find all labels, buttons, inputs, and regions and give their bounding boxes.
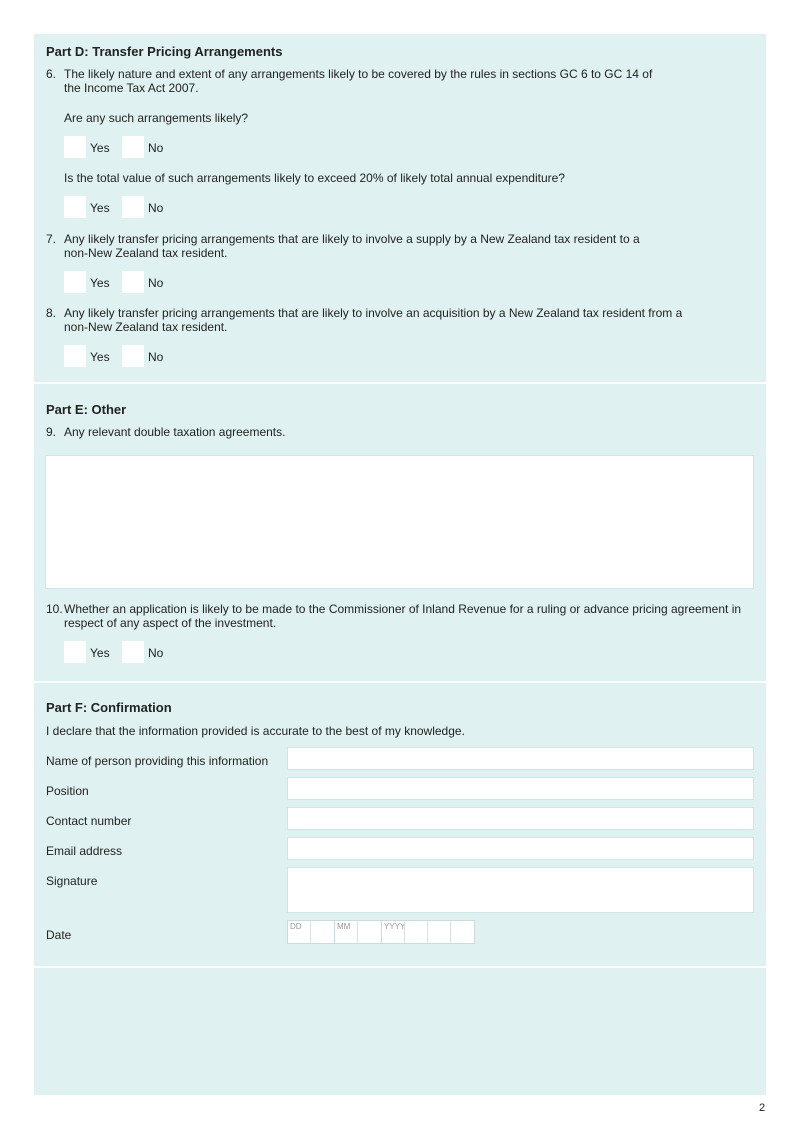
question-text: The likely nature and extent of any arrangements likely to be covered by the rules in sections GC 6 to GC 14 of the Income Tax Act 2007. — [64, 67, 653, 95]
year-field[interactable] — [382, 921, 474, 943]
position-label: Position — [46, 784, 89, 798]
contact-label: Contact number — [46, 814, 132, 828]
q6b-yes-no — [64, 196, 184, 218]
no-checkbox[interactable] — [122, 641, 144, 663]
q8-yes-no — [64, 345, 184, 367]
no-checkbox[interactable] — [122, 271, 144, 293]
question-text: Any likely transfer pricing arrangements that are likely to involve an acquisition by a New Zealand tax resident from a non-New Zealand tax resident. — [64, 306, 683, 334]
part-f-section — [34, 683, 766, 966]
no-label: No — [148, 350, 164, 364]
yes-checkbox[interactable] — [64, 345, 86, 367]
name-input[interactable] — [287, 747, 754, 770]
no-label: No — [148, 141, 164, 155]
no-checkbox[interactable] — [122, 136, 144, 158]
date-label: Date — [46, 928, 72, 942]
yes-label: Yes — [90, 646, 110, 660]
yes-label: Yes — [90, 276, 110, 290]
q6-sub2: Is the total value of such arrangements likely to exceed 20% of likely total annual expenditure? — [64, 171, 565, 185]
no-label: No — [148, 646, 164, 660]
question-10 — [46, 602, 756, 630]
no-label: No — [148, 276, 164, 290]
part-f-title: Part F: Confirmation — [46, 700, 172, 715]
q6a-yes-no — [64, 136, 184, 158]
yyyy-placeholder: YYYY — [384, 922, 406, 931]
question-6 — [46, 67, 756, 95]
part-d-title: Part D: Transfer Pricing Arrangements — [46, 44, 283, 59]
blank-section — [34, 968, 766, 1095]
yes-checkbox[interactable] — [64, 271, 86, 293]
question-number: 10. — [46, 602, 63, 616]
yes-checkbox[interactable] — [64, 641, 86, 663]
month-field[interactable] — [335, 921, 382, 943]
part-d-section — [34, 34, 766, 382]
no-checkbox[interactable] — [122, 196, 144, 218]
yes-label: Yes — [90, 141, 110, 155]
contact-number-input[interactable] — [287, 807, 754, 830]
question-number: 8. — [46, 306, 57, 320]
question-text: Whether an application is likely to be made to the Commissioner of Inland Revenue for a ruling or advance pricing agreement in respect of any aspect of the investment. — [64, 602, 742, 630]
q6-sub1: Are any such arrangements likely? — [64, 111, 249, 125]
double-taxation-textarea[interactable] — [45, 455, 754, 589]
no-label: No — [148, 201, 164, 215]
no-checkbox[interactable] — [122, 345, 144, 367]
dd-placeholder: DD — [290, 922, 302, 931]
q7-yes-no — [64, 271, 184, 293]
part-e-section — [34, 384, 766, 681]
position-input[interactable] — [287, 777, 754, 800]
signature-box[interactable] — [287, 867, 754, 913]
date-input[interactable] — [287, 920, 475, 944]
yes-checkbox[interactable] — [64, 196, 86, 218]
question-number: 9. — [46, 425, 57, 439]
day-field[interactable] — [288, 921, 335, 943]
mm-placeholder: MM — [337, 922, 351, 931]
page-number: 2 — [759, 1102, 766, 1114]
email-input[interactable] — [287, 837, 754, 860]
question-9 — [46, 425, 756, 439]
signature-label: Signature — [46, 874, 98, 888]
name-label: Name of person providing this information — [46, 754, 269, 768]
q10-yes-no — [64, 641, 184, 663]
question-7 — [46, 232, 756, 260]
yes-checkbox[interactable] — [64, 136, 86, 158]
question-number: 7. — [46, 232, 57, 246]
part-e-title: Part E: Other — [46, 402, 127, 417]
question-text: Any relevant double taxation agreements. — [64, 425, 286, 439]
email-label: Email address — [46, 844, 123, 858]
yes-label: Yes — [90, 201, 110, 215]
question-8 — [46, 306, 756, 334]
question-text: Any likely transfer pricing arrangements that are likely to involve a supply by a New Zealand tax resident to a non-New Zealand tax resident. — [64, 232, 640, 260]
yes-label: Yes — [90, 350, 110, 364]
question-number: 6. — [46, 67, 57, 81]
declaration-text: I declare that the information provided is accurate to the best of my knowledge. — [46, 724, 465, 738]
